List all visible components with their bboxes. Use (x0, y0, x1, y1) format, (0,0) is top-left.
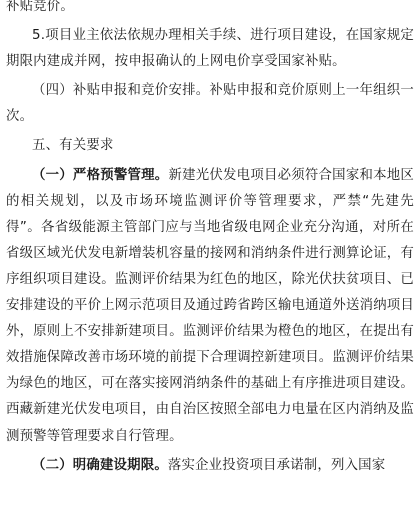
paragraph-early-warning (6, 163, 414, 450)
paragraph-text: 落实企业投资项目承诺制，列入国家 (167, 457, 386, 473)
paragraph-heading: （四）补贴申报和竞价安排。 (32, 83, 210, 99)
paragraph-item-5 (6, 23, 414, 75)
paragraph-subsidy-schedule (6, 78, 414, 130)
paragraph-text: 补贴竞价。 (6, 0, 74, 14)
paragraph-heading: （一）严格预警管理。 (32, 167, 169, 183)
paragraph-text: 补贴申报和竞价原则上一年组织一次。 (6, 83, 415, 125)
paragraph-text: 5.项目业主依法依规办理相关手续、进行项目建设，在国家规定期限内建成并网，按申报确认的上网电价享受国家补贴。 (6, 28, 414, 70)
section-heading-requirements (6, 133, 414, 159)
document-page (6, 0, 414, 479)
paragraph-continuation (6, 0, 414, 20)
section-heading-text: 五、有关要求 (32, 138, 114, 154)
paragraph-text: 新建光伏发电项目必须符合国家和本地区的相关规划，以及市场环境监测评价等管理要求，严禁“先建先得”。各省级能源主管部门应与当地省级电网企业充分沟通，对所在省级区域光伏发电新增装机容量的接网和消纳条件进行测算论证，有序组织项目建设。监测评价结果为红色的地区，除光伏扶贫项目、已安排建设的平价上网示范项目及通过跨省跨区输电通道外送消纳项目外，原则上不安排新建项目。监测评价结果为橙色的地区，在提出有效措施保障改善市场环境的前提下合理调控新建项目。监测评价结果为绿色的地区，可在落实接网消纳条件的基础上有序推进项目建设。西藏新建光伏发电项目，由自治区按照全部电力电量在区内消纳及监测预警等管理要求自行管理。 (6, 167, 414, 444)
paragraph-construction-period (6, 453, 414, 479)
paragraph-heading: （二）明确建设期限。 (32, 457, 168, 473)
